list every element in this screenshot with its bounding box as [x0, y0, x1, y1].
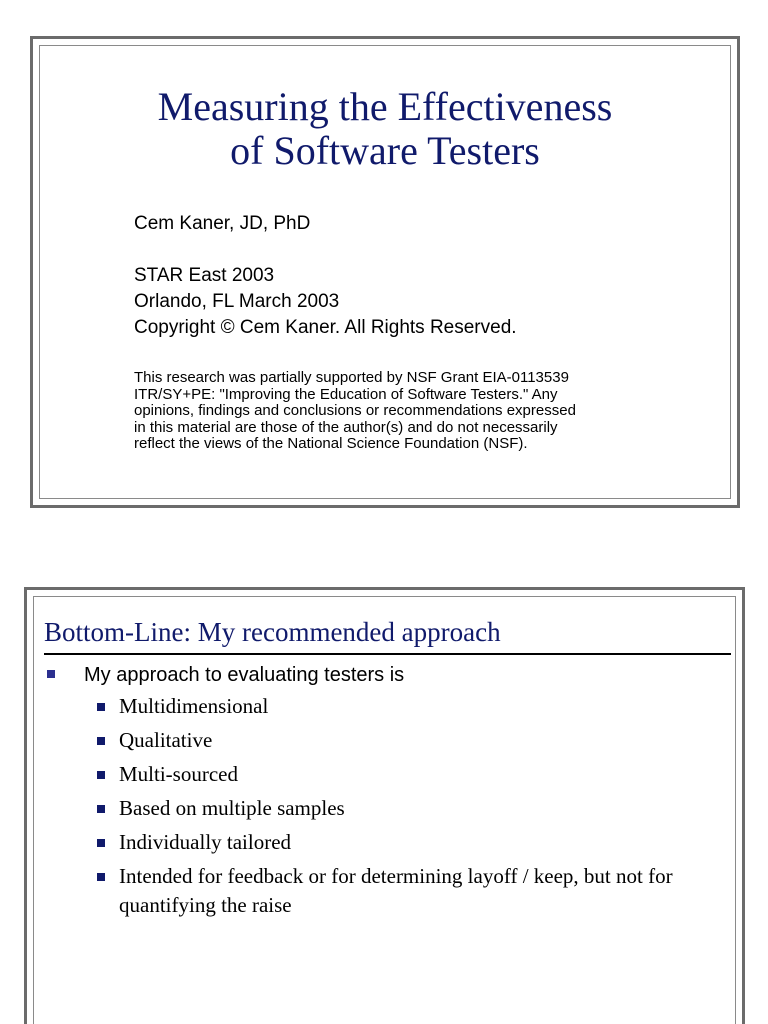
- square-bullet-icon: [97, 703, 105, 711]
- title-line-1: Measuring the Effectiveness: [157, 84, 613, 129]
- disclaimer-line-3: opinions, findings and conclusions or recommendations expressed: [134, 402, 576, 419]
- list-item: [97, 760, 719, 789]
- square-bullet-icon: [97, 737, 105, 745]
- author-name: Cem Kaner, JD, PhD: [134, 213, 311, 234]
- list-item-text: Individually tailored: [119, 830, 292, 854]
- disclaimer-line-4: in this material are those of the author(s) and do not necessarily: [134, 418, 558, 436]
- copyright-line: Copyright © Cem Kaner. All Rights Reserved.: [134, 317, 517, 338]
- list-item: [97, 794, 719, 823]
- sub-bullet-list: [97, 692, 719, 925]
- list-item: [97, 692, 719, 721]
- event-line-1: STAR East 2003: [134, 265, 275, 286]
- disclaimer-line-5: reflect the views of the National Science Foundation (NSF).: [134, 435, 528, 452]
- heading-divider: [44, 653, 731, 655]
- list-item-text: Qualitative: [119, 728, 213, 752]
- content-slide: [24, 587, 745, 1024]
- title-slide: [30, 36, 740, 508]
- square-bullet-icon: [97, 839, 105, 847]
- list-item-text: Multidimensional: [119, 694, 269, 718]
- disclaimer-line-1: This research was partially supported by NSF Grant EIA-0113539: [134, 369, 569, 386]
- list-item-text: Intended for feedback or for determining layoff / keep, but not for quantifying the raise: [119, 864, 673, 917]
- list-item: [97, 726, 719, 755]
- list-item-text: Multi-sourced: [119, 762, 238, 786]
- main-bullet: [47, 662, 404, 688]
- list-item: [97, 828, 719, 857]
- square-bullet-icon: [47, 670, 55, 678]
- funding-disclaimer: [134, 370, 654, 453]
- disclaimer-line-2: ITR/SY+PE: "Improving the Education of Software Testers." Any: [134, 385, 558, 403]
- slide-title: [33, 85, 737, 173]
- square-bullet-icon: [97, 805, 105, 813]
- square-bullet-icon: [97, 771, 105, 779]
- event-info: [134, 263, 517, 341]
- list-item-text: Based on multiple samples: [119, 796, 345, 820]
- main-bullet-text: My approach to evaluating testers is: [84, 664, 405, 686]
- list-item: [97, 862, 719, 920]
- event-line-2: Orlando, FL March 2003: [134, 291, 340, 312]
- slide-heading: Bottom-Line: My recommended approach: [44, 617, 501, 647]
- title-line-2: of Software Testers: [230, 128, 540, 173]
- square-bullet-icon: [97, 873, 105, 881]
